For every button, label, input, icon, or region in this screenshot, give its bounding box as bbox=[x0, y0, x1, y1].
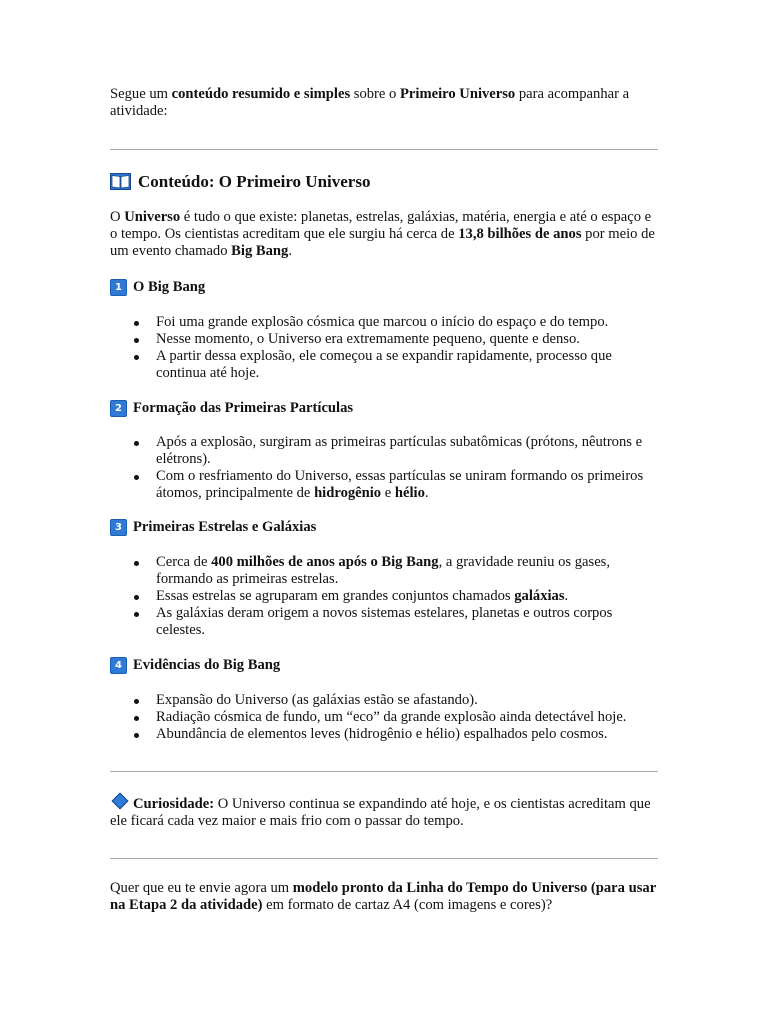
list-item: Após a explosão, surgiram as primeiras partículas subatômicas (prótons, nêutrons e elétrons). bbox=[110, 434, 658, 468]
section-3-heading bbox=[110, 519, 658, 536]
section-4-list bbox=[110, 692, 658, 743]
section-2-list bbox=[110, 434, 658, 502]
number-2-badge: 2 bbox=[110, 400, 127, 417]
section-2-heading bbox=[110, 400, 658, 417]
section-title: O Big Bang bbox=[133, 279, 206, 295]
number-1-badge: 1 bbox=[110, 279, 127, 296]
section-1-heading bbox=[110, 279, 658, 296]
list-item: Expansão do Universo (as galáxias estão se afastando). bbox=[110, 692, 658, 709]
number-3-badge: 3 bbox=[110, 519, 127, 536]
list-item: Cerca de 400 milhões de anos após o Big Bang, a gravidade reuniu os gases, formando as primeiras estrelas. bbox=[110, 554, 658, 588]
divider bbox=[110, 771, 658, 772]
list-item: Nesse momento, o Universo era extremamente pequeno, quente e denso. bbox=[110, 331, 658, 348]
question-paragraph: Quer que eu te envie agora um modelo pronto da Linha do Tempo do Universo (para usar na Etapa 2 da atividade) em formato de cartaz A4 (com imagens e cores)? bbox=[110, 880, 656, 913]
section-3-list bbox=[110, 554, 658, 639]
list-item: Radiação cósmica de fundo, um “eco” da grande explosão ainda detectável hoje. bbox=[110, 709, 658, 726]
intro-paragraph: Segue um conteúdo resumido e simples sobre o Primeiro Universo para acompanhar a atividade: bbox=[110, 86, 630, 119]
divider bbox=[110, 149, 658, 150]
list-item: Foi uma grande explosão cósmica que marcou o início do espaço e do tempo. bbox=[110, 314, 658, 331]
section-4-heading bbox=[110, 657, 658, 674]
main-heading: Conteúdo: O Primeiro Universo bbox=[110, 173, 658, 190]
list-item: Essas estrelas se agruparam em grandes conjuntos chamados galáxias. bbox=[110, 588, 658, 605]
section-title: Primeiras Estrelas e Galáxias bbox=[133, 519, 317, 535]
section-title: Formação das Primeiras Partículas bbox=[133, 400, 354, 416]
section-1-list bbox=[110, 314, 658, 382]
list-item: Com o resfriamento do Universo, essas partículas se uniram formando os primeiros átomos, principalmente de hidrogênio e hélio. bbox=[110, 468, 658, 502]
curiosity-paragraph: Curiosidade: O Universo continua se expandindo até hoje, e os cientistas acreditam que ele ficará cada vez maior e mais frio com o passar do tempo. bbox=[110, 795, 658, 830]
list-item: As galáxias deram origem a novos sistemas estelares, planetas e outros corpos celestes. bbox=[110, 605, 658, 639]
number-4-badge: 4 bbox=[110, 657, 127, 674]
list-item: Abundância de elementos leves (hidrogênio e hélio) espalhados pelo cosmos. bbox=[110, 726, 658, 743]
diamond-icon bbox=[112, 793, 129, 810]
section-title: Evidências do Big Bang bbox=[133, 657, 281, 673]
divider bbox=[110, 858, 658, 859]
definition-paragraph: O Universo é tudo o que existe: planetas, estrelas, galáxias, matéria, energia e até o espaço e o tempo. Os cientistas acreditam que ele surgiu há cerca de 13,8 bilhões de anos por meio de um evento chamado Big Bang. bbox=[110, 209, 655, 259]
list-item: A partir dessa explosão, ele começou a se expandir rapidamente, processo que continua até hoje. bbox=[110, 348, 658, 382]
book-icon bbox=[110, 173, 131, 190]
